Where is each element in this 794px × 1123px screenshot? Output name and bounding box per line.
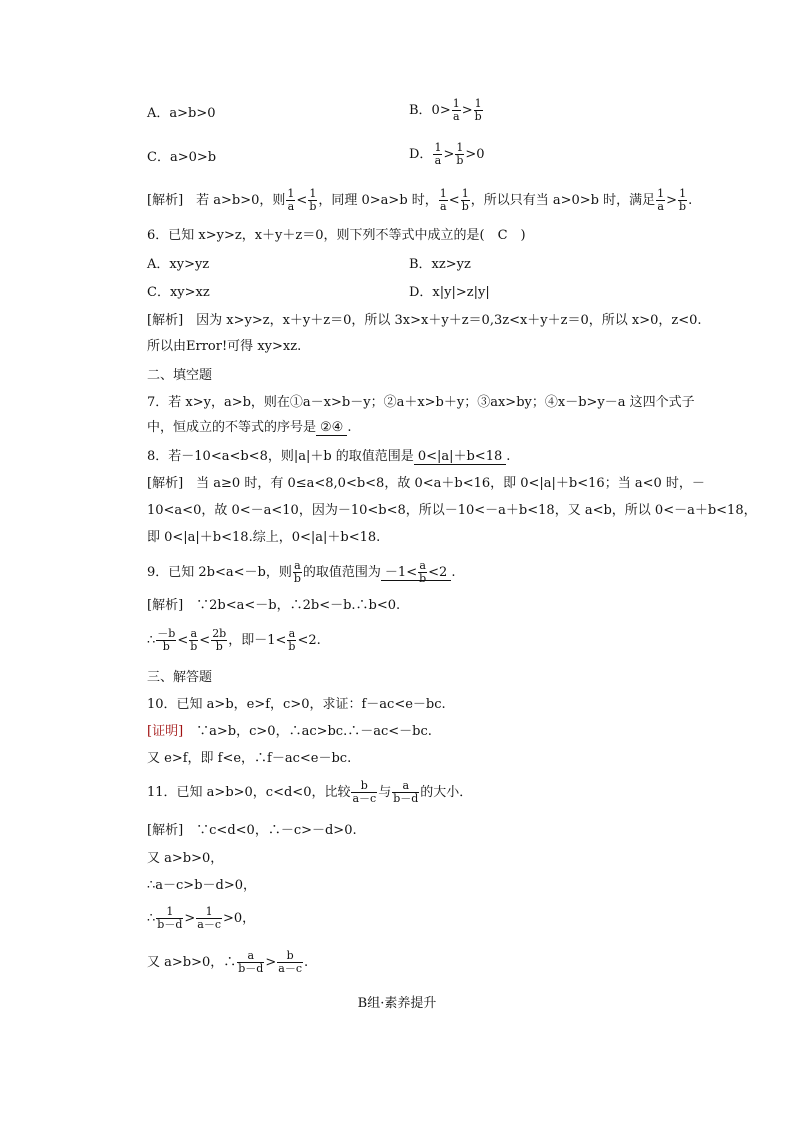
q5-option-c: C．a>0>b (147, 150, 217, 165)
q6-option-c: C．xy>xz (147, 285, 210, 300)
q11-solution-line1: [解析] ∵c<d<0，∴－c>－d>0. (147, 823, 357, 838)
section-answer: 三、解答题 (147, 670, 213, 685)
q7-line1: 7．若 x>y，a>b，则在①a－x>b－y；②a＋x>b＋y；③ax>by；④x－b>y－a 这四个式子 (147, 395, 695, 410)
q6-solution-line1: [解析] 因为 x>y>z，x＋y＋z＝0，所以 3x>x＋y＋z＝0,3z<x＋y＋z＝0，所以 x>0，z<0. (147, 313, 702, 328)
q9-stem: 9．已知 2b<a<－b，则 $\frac{a}{b}$ 的取值范围为 －1< $\frac{a}{b}$ <2 . (147, 559, 456, 585)
q11-solution-line5: 又 a>b>0，∴ $\frac{a}{b-d}$ > $\frac{b}{a-c}$ . (147, 949, 309, 975)
q6-stem: 6．已知 x>y>z，x＋y＋z＝0，则下列不等式中成立的是( C ) (147, 228, 526, 243)
q8-stem: 8．若－10<a<b<8，则|a|＋b 的取值范围是 0<|a|＋b<18 . (147, 449, 511, 464)
q5-option-d: D． $\frac{1}{a}$ > $\frac{1}{b}$ >0 (409, 141, 485, 167)
q8-solution-line3: 即 0<|a|＋b<18.综上，0<|a|＋b<18. (147, 530, 381, 545)
q8-solution-line2: 10<a<0，故 0<－a<10，因为－10<b<8，所以－10<－a＋b<18，又 a<b，所以 0<－a＋b<18， (147, 503, 757, 518)
q11-solution-line2: 又 a>b>0， (147, 851, 224, 866)
q10-proof-line2: 又 e>f，即 f<e，∴f－ac<e－bc. (147, 751, 352, 766)
q7-answer: ②④ (316, 420, 347, 436)
q11-solution-line4: ∴ $\frac{1}{b-d}$ > $\frac{1}{a-c}$ >0， (147, 905, 256, 931)
q6-option-a: A．xy>yz (147, 257, 210, 272)
q6-option-d: D．x|y|>z|y| (409, 285, 490, 300)
q9-solution-line2: ∴ $\frac{-b}{b}$ < $\frac{a}{b}$ < $\frac{2b}{b}$ ，即－1< $\frac{a}{b}$ <2. (147, 627, 321, 653)
section-fill-in: 二、填空题 (147, 368, 213, 383)
q5-option-b: B．0> $\frac{1}{a}$ > $\frac{1}{b}$ (409, 97, 482, 123)
section-footer-b: B组·素养提升 (357, 996, 437, 1011)
q6-solution-line2: 所以由Error!可得 xy>xz. (147, 339, 302, 354)
q8-solution-line1: [解析] 当 a≥0 时，有 0≤a<8,0<b<8，故 0<a＋b<16，即 0<|a|＋b<16；当 a<0 时，－ (147, 476, 705, 491)
q9-answer: －1< $\frac{a}{b}$ <2 (381, 565, 451, 581)
q11-stem: 11．已知 a>b>0，c<d<0，比较 $\frac{b}{a-c}$ 与 $\frac{a}{b-d}$ 的大小． (147, 779, 473, 805)
q5-option-a: A．a>b>0 (147, 106, 216, 121)
q7-line2: 中，恒成立的不等式的序号是 ②④ . (147, 420, 352, 435)
q10-stem: 10．已知 a>b，e>f，c>0，求证：f－ac<e－bc. (147, 697, 446, 712)
q11-solution-line3: ∴a－c>b－d>0， (147, 878, 257, 893)
q5-solution: [解析] 若 a>b>0，则 $\frac{1}{a}$ < $\frac{1}{b}$ ，同理 0>a>b 时， $\frac{1}{a}$ < $\frac{1}{b}$ ，所以只有当 a>0>b 时，满足 $\frac{1}{a}$ > $\frac{1}{b}$ . (147, 187, 693, 213)
q8-answer: 0<|a|＋b<18 (414, 449, 506, 465)
q10-proof-line1: [证明] ∵a>b，c>0，∴ac>bc.∴－ac<－bc. (147, 724, 432, 739)
q9-solution-line1: [解析] ∵2b<a<－b，∴2b<－b.∴b<0. (147, 598, 401, 613)
q6-option-b: B．xz>yz (409, 257, 471, 272)
